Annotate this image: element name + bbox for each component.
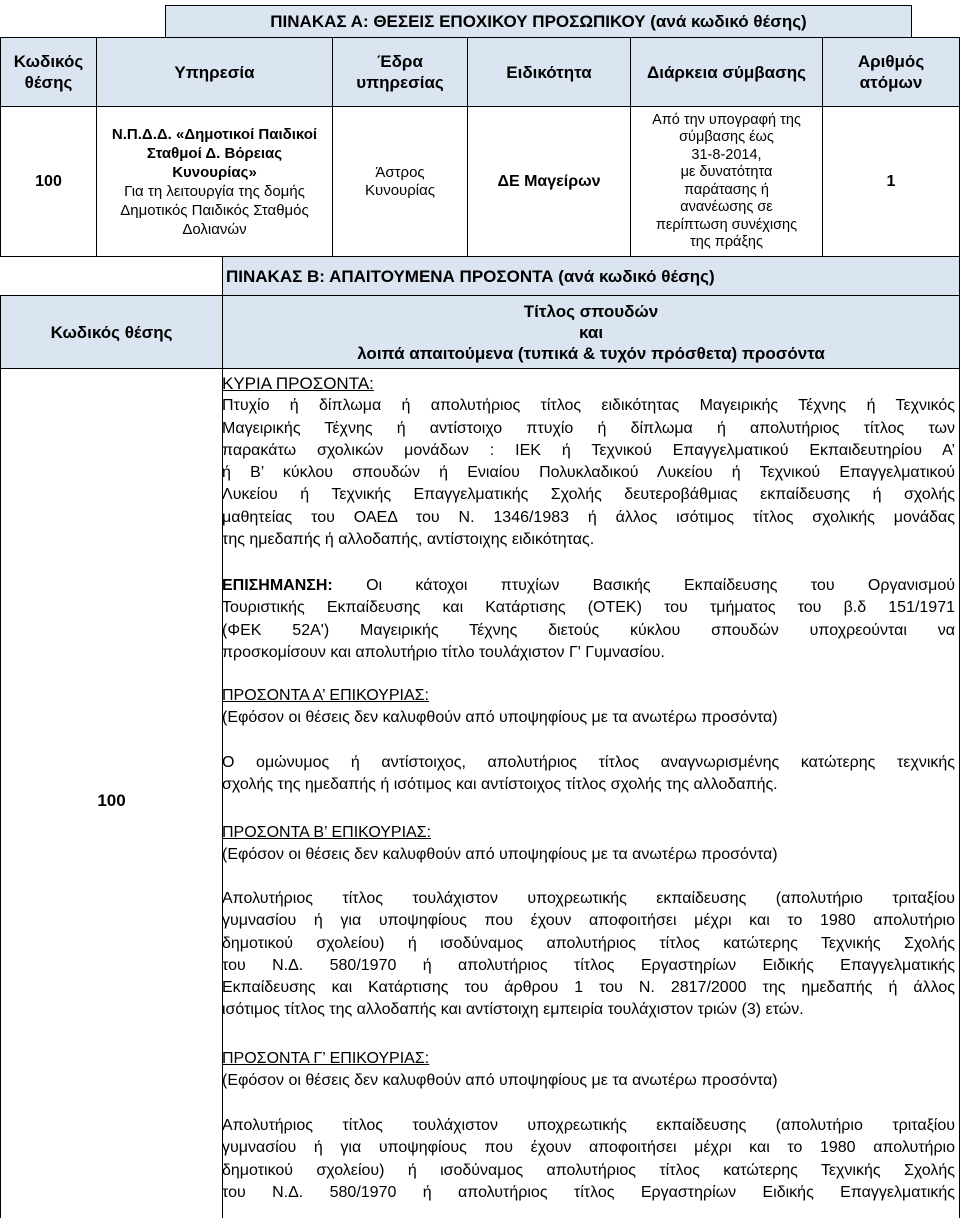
row-seat: Άστρος Κυνουρίας <box>364 163 436 199</box>
header-service: Υπηρεσία <box>174 62 255 82</box>
note-paragraph: ΕΠΙΣΗΜΑΝΣΗ: Οι κάτοχοι πτυχίων Βασικής Εκπαίδευσης του Οργανισμού Τουριστικής Εκπαίδευσης και Κατάρτισης (ΟΤΕΚ) του τμήματος του β.δ 151/1971 (ΦΕΚ 52Α') Μαγειρικής Τέχνης διετούς κύκλου σπουδών υποχρεούνται να προσκομίσουν και απολυτήριο τίτλο τουλάχιστον Γ' Γυμνασίου. <box>222 577 955 661</box>
section-a-body: Ο ομώνυμος ή αντίστοιχος, απολυτήριος τίτλος αναγνωρισμένης κατώτερης τεχνικής σχολής της ημεδαπής ή ισότιμος και αντίστοιχος τίτλος σχολής της αλλοδαπής. <box>222 754 955 794</box>
row-count: 1 <box>886 173 896 190</box>
table-b-header-qualifications: Τίτλος σπουδών και λοιπά απαιτούμενα (τυπικά & τυχόν πρόσθετα) προσόντα <box>357 301 825 363</box>
header-specialty: Ειδικότητα <box>506 62 592 82</box>
row-code: 100 <box>35 173 62 190</box>
main-qualifications: ΚΥΡΙΑ ΠΡΟΣΟΝΤΑ: Πτυχίο ή δίπλωμα ή απολυτήριος τίτλος ειδικότητας Μαγειρικής Τέχνης ή Τεχνικός Μαγειρικής Τέχνης ή αντίστοιχο πτυχίο ή δίπλωμα ή απολυτήριος τίτλος των παρακάτω σχολικών μονάδων : ΙΕΚ ή Τεχνικού Επαγγελματικού Εκπαιδευτηρίου Α’ ή Β’ κύκλου σπουδών ή Ενιαίου Πολυκλαδικού Λυκείου ή Τεχνικού Επαγγελματικού Λυκείου ή Τεχνικής Επαγγελματικής Σχολής δευτεροβάθμιας εκπαίδευσης ή σχολής μαθητείας του ΟΑΕΔ του Ν. 1346/1983 ή άλλος ισότιμος τίτλος σχολικής μονάδας της ημεδαπής ή αλλοδαπής, αντίστοιχης ειδικότητας. <box>222 374 955 549</box>
table-b-code: 100 <box>97 790 126 810</box>
section-b-body: Απολυτήριος τίτλος τουλάχιστον υποχρεωτικής εκπαίδευσης (απολυτήριο τριταξίου γυμνασίου ή για υποψηφίους που έχουν αποφοιτήσει μέχρι και το 1980 απολυτήριο δημοτικού σχολείου) ή ισοδύναμος απολυτήριος τίτλος κατώτερης Τεχνικής Σχολής του Ν.Δ. 580/1970 ή απολυτήριος τίτλος Εργαστηρίων Ειδικής Επαγγελματικής Εκπαίδευσης και Κατάρτισης του άρθρου 1 του Ν. 2817/2000 της ημεδαπής ή άλλος ισότιμος τίτλος της αλλοδαπής και αντίστοιχη εμπειρία τουλάχιστον τριών (3) ετών. <box>222 890 955 1019</box>
section-b-heading-block: ΠΡΟΣΟΝΤΑ Β’ ΕΠΙΚΟΥΡΙΑΣ: (Εφόσον οι θέσεις δεν καλυφθούν από υποψηφίους με τα ανωτέρω προσόντα) <box>222 824 778 864</box>
header-count: Αριθμός ατόμων <box>857 52 925 92</box>
table-b-title: ΠΙΝΑΚΑΣ Β: ΑΠΑΙΤΟΥΜΕΝΑ ΠΡΟΣΟΝΤΑ (ανά κωδικό θέσης) <box>226 266 715 286</box>
section-a-heading-block: ΠΡΟΣΟΝΤΑ Α’ ΕΠΙΚΟΥΡΙΑΣ: (Εφόσον οι θέσεις δεν καλυφθούν από υποψηφίους με τα ανωτέρω προσόντα) <box>222 687 778 727</box>
header-code: Κωδικός θέσης <box>13 52 84 92</box>
header-duration: Διάρκεια σύμβασης <box>647 62 806 82</box>
table-a-title: ΠΙΝΑΚΑΣ Α: ΘΕΣΕΙΣ ΕΠΟΧΙΚΟΥ ΠΡΟΣΩΠΙΚΟΥ (ανά κωδικό θέσης) <box>270 12 807 31</box>
note-heading: ΕΠΙΣΗΜΑΝΣΗ: <box>222 577 333 594</box>
section-c-heading: ΠΡΟΣΟΝΤΑ Γ’ ΕΠΙΚΟΥΡΙΑΣ: <box>222 1050 430 1067</box>
section-c-body: Απολυτήριος τίτλος τουλάχιστον υποχρεωτικής εκπαίδευσης (απολυτήριο τριταξίου γυμνασίου ή για υποψηφίους που έχουν αποφοιτήσει μέχρι και το 1980 απολυτήριο δημοτικού σχολείου) ή ισοδύναμος απολυτήριος τίτλος κατώτερης Τεχνικής Σχολής του Ν.Δ. 580/1970 ή απολυτήριος τίτλος Εργαστηρίων Ειδικής Επαγγελματικής <box>222 1117 955 1201</box>
main-heading: ΚΥΡΙΑ ΠΡΟΣΟΝΤΑ: <box>222 374 374 393</box>
row-duration: Από την υπογραφή της σύμβασης έως 31-8-2014, με δυνατότητα παράτασης ή ανανέωσης σε περίπτωση συνέχισης της πράξης <box>652 111 801 250</box>
row-service: Ν.Π.Δ.Δ. «Δημοτικοί Παιδικοί Σταθμοί Δ. Βόρειας Κυνουρίας» Για τη λειτουργία της δομής Δημοτικός Παιδικός Σταθμός Δολιανών <box>111 125 318 238</box>
table-b-header-code: Κωδικός θέσης <box>50 322 173 342</box>
header-seat: Έδρα υπηρεσίας <box>356 52 444 92</box>
section-b-heading: ΠΡΟΣΟΝΤΑ Β’ ΕΠΙΚΟΥΡΙΑΣ: <box>222 824 432 841</box>
row-specialty: ΔΕ Μαγείρων <box>497 173 601 190</box>
section-c-heading-block: ΠΡΟΣΟΝΤΑ Γ’ ΕΠΙΚΟΥΡΙΑΣ: (Εφόσον οι θέσεις δεν καλυφθούν από υποψηφίους με τα ανωτέρω προσόντα) <box>222 1050 778 1090</box>
section-a-heading: ΠΡΟΣΟΝΤΑ Α’ ΕΠΙΚΟΥΡΙΑΣ: <box>222 687 429 704</box>
